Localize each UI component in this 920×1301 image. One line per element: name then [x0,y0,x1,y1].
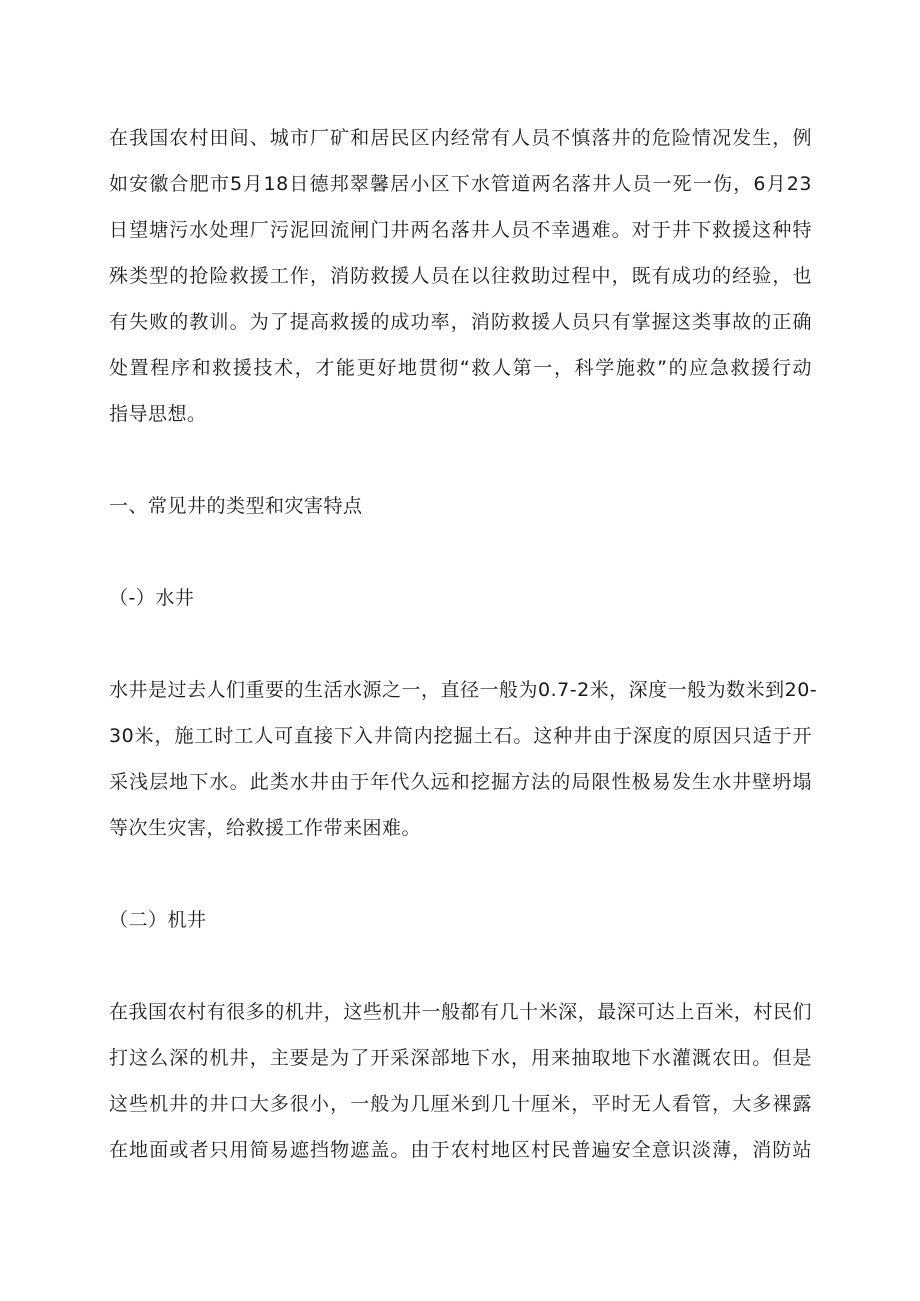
paragraph2-line: 采浅层地下水。此类水井由于年代久远和挖掘方法的局限性极易发生水井壁坍塌 [109,771,812,793]
paragraph2-line: 水井是过去人们重要的生活水源之一，直径一般为0.7-2米，深度一般为数米到20- [109,679,818,701]
paragraph1-line: 如安徽合肥市5月18日德邦翠馨居小区下水管道两名落井人员一死一伤，6月23 [109,173,812,195]
paragraph2-line: 30米，施工时工人可直接下入井筒内挖掘土石。这种井由于深度的原因只适于开 [109,725,812,747]
paragraph1-line: 有失败的教训。为了提高救援的成功率，消防救援人员只有掌握这类事故的正确 [109,311,812,333]
section-heading: 一、常见井的类型和灾害特点 [109,495,363,517]
paragraph1-line: 在我国农村田间、城市厂矿和居民区内经常有人员不慎落井的危险情况发生，例 [109,127,812,149]
paragraph3-line: 在我国农村有很多的机井，这些机井一般都有几十米深，最深可达上百米，村民们 [109,1001,812,1023]
paragraph3-line: 打这么深的机井，主要是为了开采深部地下水，用来抽取地下水灌溉农田。但是 [109,1047,812,1069]
paragraph3-line: 在地面或者只用简易遮挡物遮盖。由于农村地区村民普遍安全意识淡薄，消防站 [109,1139,812,1161]
subsection-heading: （-）水井 [109,587,195,609]
paragraph2-line: 等次生灾害，给救援工作带来困难。 [109,817,422,839]
paragraph1-line: 处置程序和救援技术，才能更好地贯彻“救人第一，科学施救”的应急救援行动 [109,357,812,379]
paragraph1-line: 殊类型的抢险救援工作，消防救援人员在以往救助过程中，既有成功的经验，也 [109,265,812,287]
paragraph1-line: 指导思想。 [109,403,207,425]
subsection-heading: （二）机井 [109,909,207,931]
paragraph1-line: 日望塘污水处理厂污泥回流闸门井两名落井人员不幸遇难。对于井下救援这种特 [109,219,812,241]
paragraph3-line: 这些机井的井口大多很小，一般为几厘米到几十厘米，平时无人看管，大多裸露 [109,1093,812,1115]
